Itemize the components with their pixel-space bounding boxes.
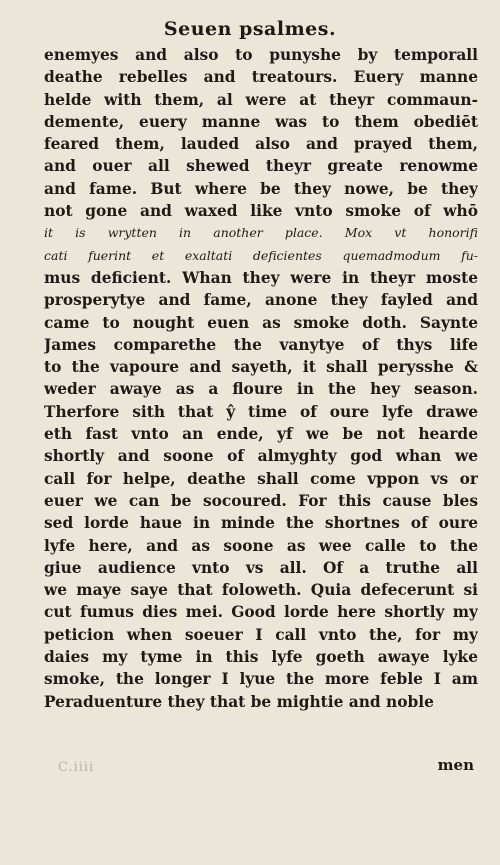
running-head: Seuen psalmes. — [163, 18, 337, 40]
text-line: call for helpe, deathe shall come vppon vs or — [44, 469, 478, 488]
text-line: smoke, the longer I lyue the more feble I am — [44, 670, 478, 689]
text-line: and ouer all shewed theyr greate renowme — [44, 157, 478, 176]
text-line: lyfe here, and as soone as wee calle to the — [44, 536, 478, 555]
text-line: sed lorde haue in minde the shortnes of oure — [44, 514, 478, 533]
text-line: peticion when soeuer I call vnto the, for my — [44, 625, 478, 644]
text-line: to the vapoure and sayeth, it shall perysshe & — [44, 358, 478, 377]
text-block — [44, 44, 478, 713]
text-line: deathe rebelles and treatours. Euery manne — [44, 68, 478, 87]
text-line: cut fumus dies mei. Good lorde here shortly my — [44, 603, 478, 622]
latin-quotation-line: it is wrytten in another place. Mox vt honorifi — [44, 225, 478, 241]
text-line: demente, euery manne was to them obediēt — [44, 112, 478, 131]
text-line: prosperytye and fame, anone they fayled and — [44, 291, 478, 310]
latin-quotation-line: cati fuerint et exaltati deficientes quemadmodum fu‑ — [44, 247, 478, 263]
text-line: euer we can be socoured. For this cause bles — [44, 491, 478, 510]
text-line: feared them, lauded also and prayed them, — [44, 135, 478, 154]
text-line: weder awaye as a floure in the hey season. — [44, 380, 478, 399]
text-line: we maye saye that foloweth. Quia defecerunt si — [44, 581, 478, 600]
text-line: helde with them, al were at theyr commaun‑ — [44, 90, 478, 109]
text-line: giue audience vnto vs all. Of a truthe all — [44, 558, 478, 577]
text-line: shortly and soone of almyghty god whan we — [44, 447, 478, 466]
text-line: came to nought euen as smoke doth. Saynte — [44, 313, 478, 332]
text-line: and fame. But where be they nowe, be they — [44, 179, 478, 198]
text-line: eth fast vnto an ende, yf we be not hearde — [44, 425, 478, 444]
catchword: men — [437, 756, 474, 774]
text-line: Therfore sith that ŷ time of oure lyfe drawe — [44, 402, 478, 421]
text-line: Peraduenture they that be mightie and noble — [44, 692, 434, 711]
signature-mark: C.iiii — [58, 760, 95, 775]
text-line: James comparethe the vanytye of thys life — [44, 335, 478, 354]
text-line: enemyes and also to punyshe by temporall — [44, 46, 478, 64]
text-line: daies my tyme in this lyfe goeth awaye lyke — [44, 648, 478, 667]
text-line: not gone and waxed like vnto smoke of whō — [44, 202, 478, 221]
text-line: mus deficient. Whan they were in theyr moste — [44, 268, 478, 287]
